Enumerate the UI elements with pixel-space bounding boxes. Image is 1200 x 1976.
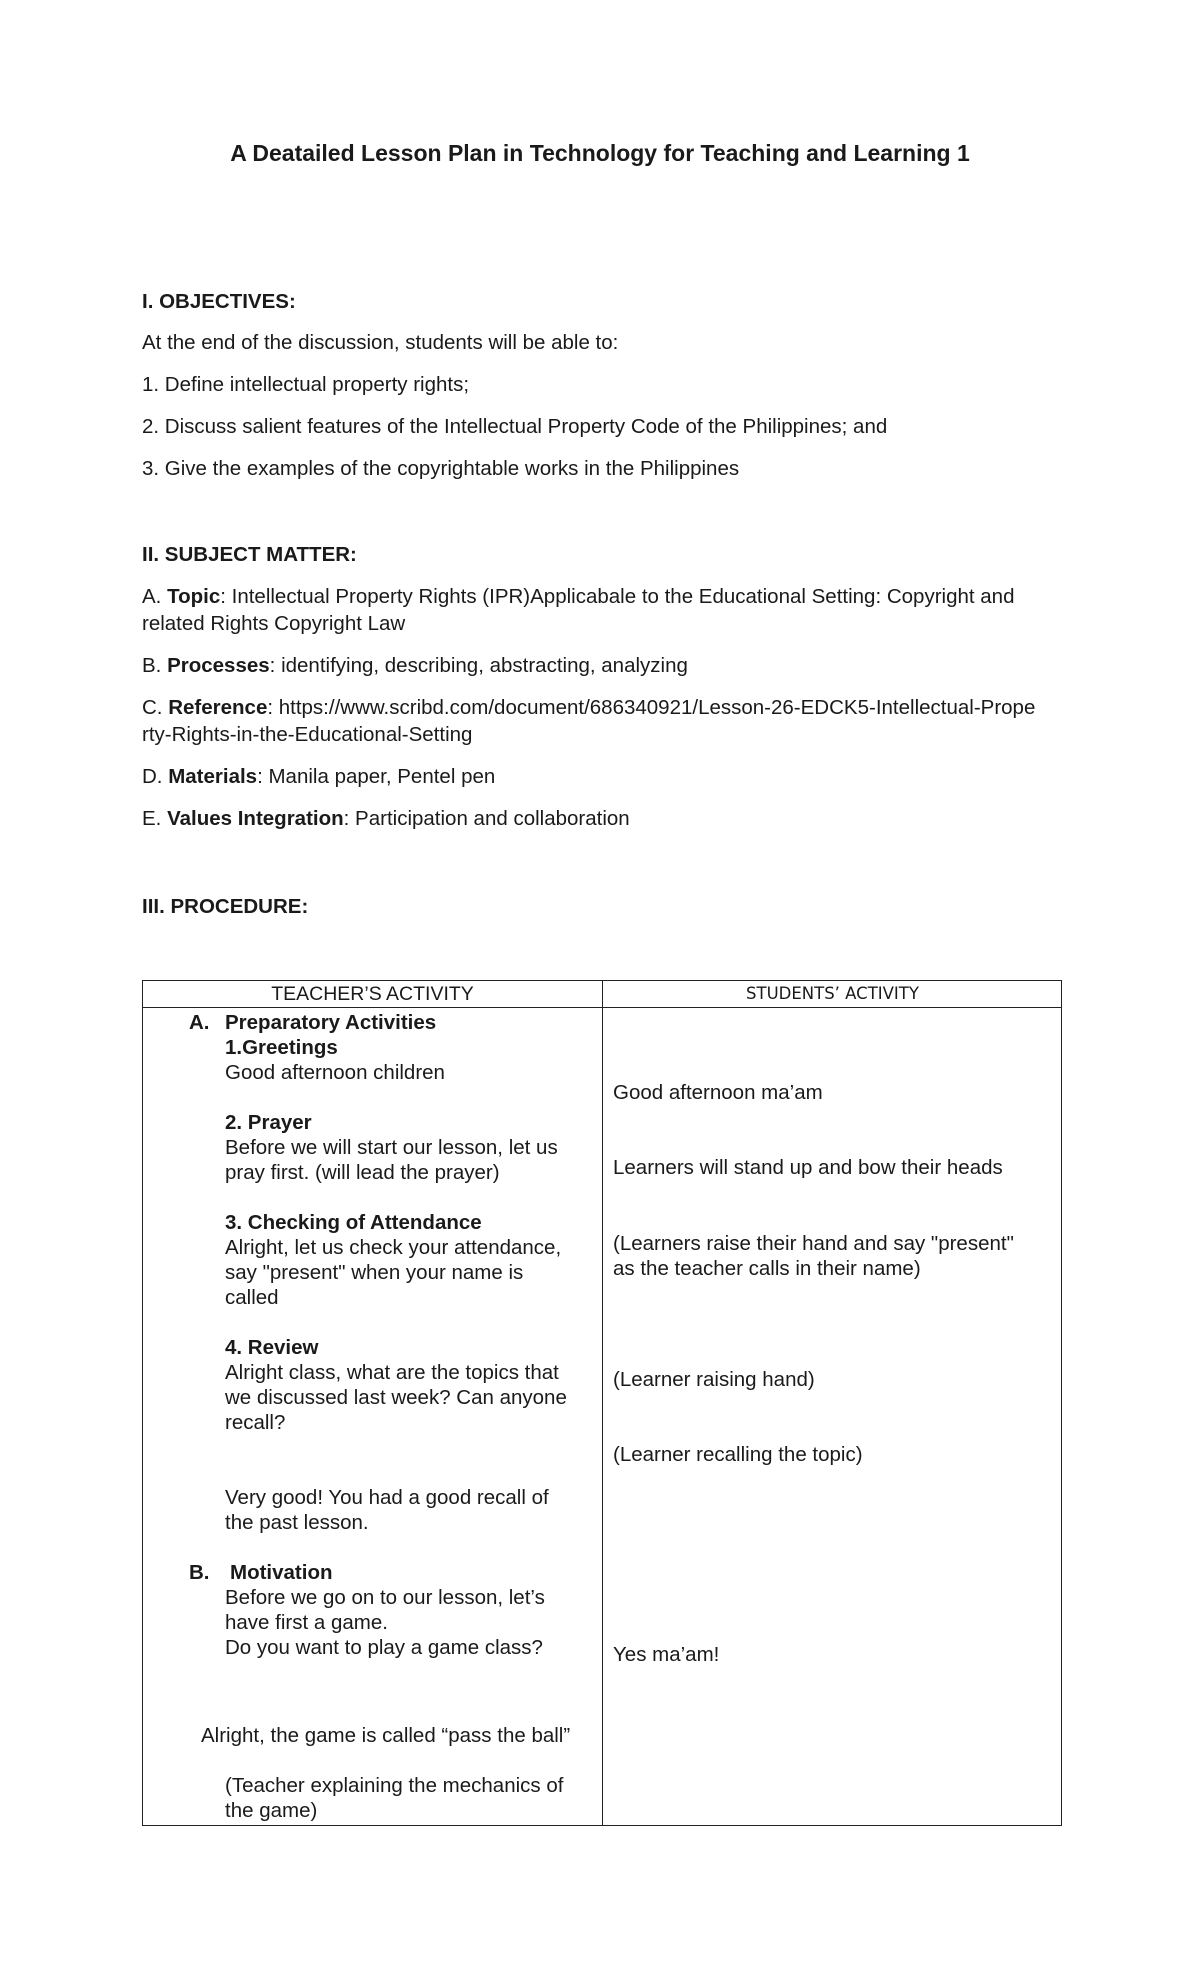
student-response: (Learner recalling the topic) — [613, 1443, 863, 1466]
step-title: 4. Review — [225, 1336, 319, 1359]
subject-materials: D. Materials: Manila paper, Pentel pen — [142, 765, 496, 788]
subject-reference: C. Reference: https://www.scribd.com/document/686340921/Lesson-26-EDCK5-Intellectual-Property-Rights-in-the-Educational-Setting — [142, 696, 1036, 746]
teacher-line: Alright, the game is called “pass the ball” — [201, 1724, 571, 1747]
teacher-line: (Teacher explaining the mechanics of — [225, 1774, 564, 1797]
teacher-line: recall? — [225, 1411, 286, 1434]
objective-item: 2. Discuss salient features of the Intellectual Property Code of the Philippines; and — [142, 415, 888, 438]
teacher-line: Before we go on to our lesson, let’s — [225, 1586, 545, 1609]
procedure-table — [142, 980, 1062, 1826]
objectives-intro: At the end of the discussion, students will be able to: — [142, 331, 619, 354]
student-response: Good afternoon ma’am — [613, 1081, 823, 1104]
teacher-line: Very good! You had a good recall of — [225, 1486, 549, 1509]
teacher-line: we discussed last week? Can anyone — [225, 1386, 567, 1409]
objective-item: 3. Give the examples of the copyrightable works in the Philippines — [142, 457, 740, 480]
teacher-line: pray first. (will lead the prayer) — [225, 1161, 500, 1184]
section-title: Preparatory Activities — [225, 1011, 437, 1034]
subject-heading: II. SUBJECT MATTER: — [142, 543, 357, 566]
subject-topic: A. Topic: Intellectual Property Rights (IPR)Applicabale to the Educational Setting: Copyright and related Rights Copyright Law — [142, 585, 1015, 635]
teacher-line: Do you want to play a game class? — [225, 1636, 543, 1659]
objective-item: 1. Define intellectual property rights; — [142, 373, 470, 396]
section-letter: B. — [189, 1561, 210, 1584]
procedure-heading: III. PROCEDURE: — [142, 895, 309, 918]
student-response: Learners will stand up and bow their heads — [613, 1156, 1003, 1179]
teacher-line: called — [225, 1286, 279, 1309]
student-response: Yes ma’am! — [613, 1643, 720, 1666]
students-column-header: STUDENTS’ ACTIVITY — [746, 984, 919, 1003]
teacher-line: Good afternoon children — [225, 1061, 445, 1084]
teacher-line: Alright class, what are the topics that — [225, 1361, 559, 1384]
step-title: 2. Prayer — [225, 1111, 312, 1134]
teacher-line: have first a game. — [225, 1611, 388, 1634]
objectives-heading: I. OBJECTIVES: — [142, 290, 296, 313]
section-title: Motivation — [230, 1561, 333, 1584]
document-title: A Deatailed Lesson Plan in Technology for Teaching and Learning 1 — [230, 140, 970, 166]
teacher-line: Before we will start our lesson, let us — [225, 1136, 558, 1159]
student-response: (Learners raise their hand and say "present" — [613, 1232, 1014, 1255]
student-response: as the teacher calls in their name) — [613, 1257, 921, 1280]
subject-processes: B. Processes: identifying, describing, abstracting, analyzing — [142, 654, 688, 677]
step-title: 3. Checking of Attendance — [225, 1211, 482, 1234]
subject-values: E. Values Integration: Participation and collaboration — [142, 807, 630, 830]
teacher-line: the game) — [225, 1799, 318, 1822]
teacher-line: Alright, let us check your attendance, — [225, 1236, 562, 1259]
teacher-line: the past lesson. — [225, 1511, 369, 1534]
step-title: 1.Greetings — [225, 1036, 338, 1059]
section-letter: A. — [189, 1011, 210, 1034]
teacher-column-header: TEACHER’S ACTIVITY — [271, 983, 474, 1005]
teacher-line: say "present" when your name is — [225, 1261, 524, 1284]
student-response: (Learner raising hand) — [613, 1368, 815, 1391]
